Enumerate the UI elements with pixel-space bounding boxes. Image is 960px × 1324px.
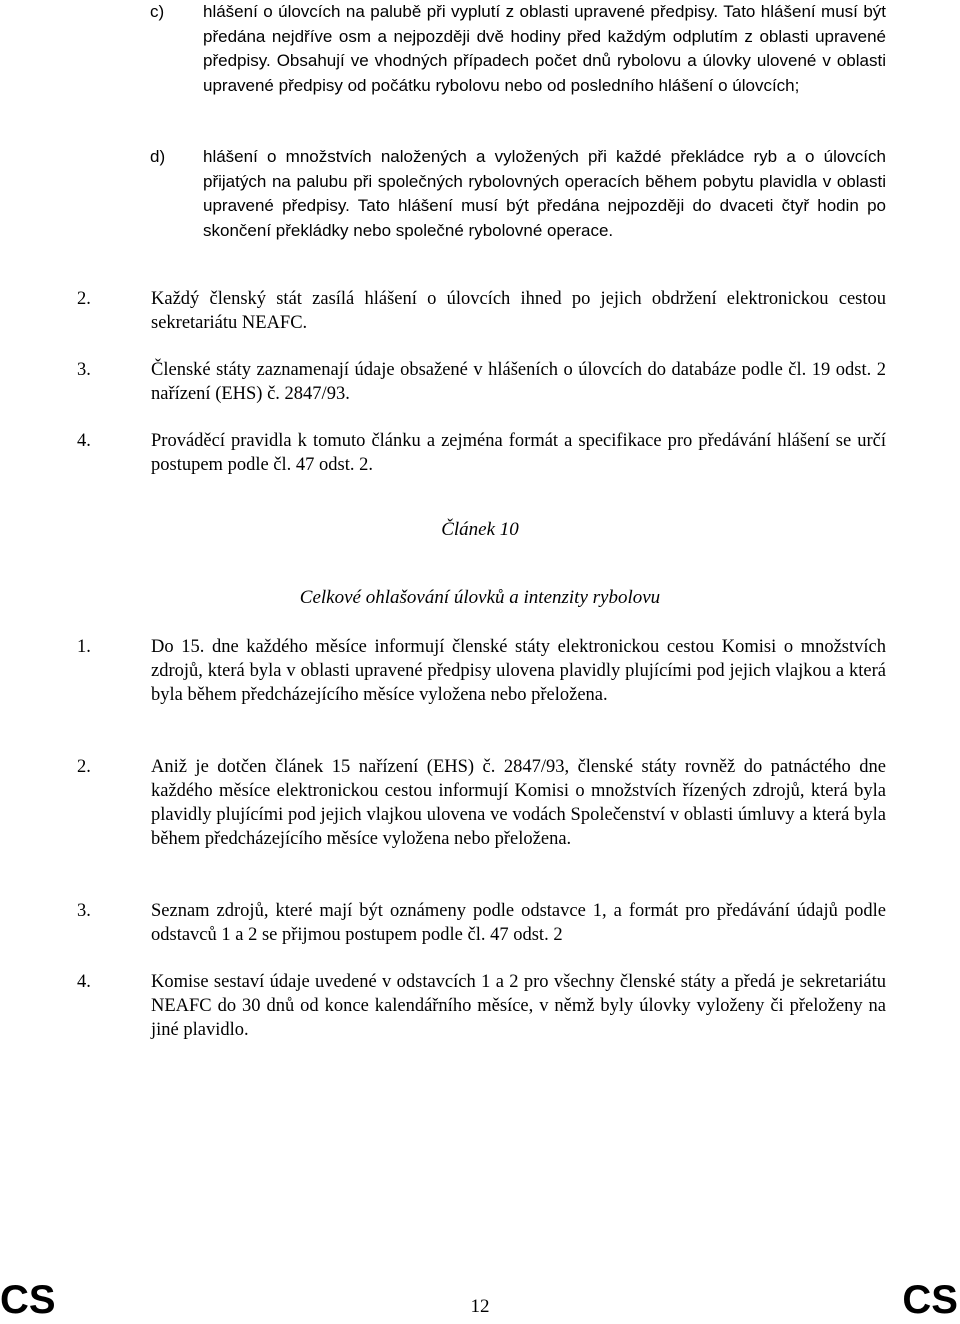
article-para-1-number: 1. bbox=[77, 637, 91, 657]
article-title: Článek 10 bbox=[441, 519, 519, 540]
item-c-text: hlášení o úlovcích na palubě při vyplutí z oblasti upravené předpisy. Tato hlášení musí být předána nejdříve osm a nejpozději dvě hodiny před každým odplutím z oblasti upravené předpisy. Obsahují ve vhodných případech počet dnů rybolovu a úlovky ulovené v oblasti upravené předpisy od počátku rybolovu nebo od posledního hlášení o úlovcích; bbox=[203, 2, 886, 95]
item-d-label: d) bbox=[150, 147, 166, 166]
footer-language-code-left: CS bbox=[0, 1278, 56, 1322]
article-para-4-number: 4. bbox=[77, 972, 91, 992]
article-para-4-text: Komise sestaví údaje uvedené v odstavcích 1 a 2 pro všechny členské státy a předá je sekretariátu NEAFC do 30 dnů od konce kalendářního měsíce, v němž byly úlovky vyloženy či přeloženy na jiné plavidlo. bbox=[151, 972, 886, 1040]
para-4-number: 4. bbox=[77, 431, 91, 451]
para-2-text: Každý členský stát zasílá hlášení o úlovcích ihned po jejich obdržení elektronickou cestou sekretariátu NEAFC. bbox=[151, 289, 886, 333]
para-3-number: 3. bbox=[77, 360, 91, 380]
article-para-2-number: 2. bbox=[77, 757, 91, 777]
para-3-text: Členské státy zaznamenají údaje obsažené v hlášeních o úlovcích do databáze podle čl. 19 odst. 2 nařízení (EHS) č. 2847/93. bbox=[151, 360, 886, 404]
item-d-text: hlášení o množstvích naložených a vyložených při každé překládce ryb a o úlovcích přijatých na palubu při společných rybolovných operacích během pobytu plavidla v oblasti upravené předpisy. Tato hlášení musí být předána nejpozději do dvaceti čtyř hodin po skončení překládky nebo společné rybolovné operace. bbox=[203, 147, 886, 240]
item-c-label: c) bbox=[150, 2, 165, 21]
article-para-3-text: Seznam zdrojů, které mají být oznámeny podle odstavce 1, a formát pro předávání údajů podle odstavců 1 a 2 se přijmou postupem podle čl. 47 odst. 2 bbox=[151, 901, 886, 945]
article-para-1-text: Do 15. dne každého měsíce informují členské státy elektronickou cestou Komisi o množstvích zdrojů, která byla v oblasti upravené předpisy ulovena plavidly plujícími pod jejich vlajkou a která byla během předcházejícího měsíce vyložena nebo přeložena. bbox=[151, 637, 886, 705]
footer-language-code-right: CS bbox=[902, 1278, 958, 1322]
para-4-text: Prováděcí pravidla k tomuto článku a zejména formát a specifikace pro předávání hlášení se určí postupem podle čl. 47 odst. 2. bbox=[151, 431, 886, 475]
page-number: 12 bbox=[470, 1296, 490, 1317]
article-para-2-text: Aniž je dotčen článek 15 nařízení (EHS) č. 2847/93, členské státy rovněž do patnáctého dne každého měsíce elektronickou cestou informují Komisi o množstvích řízených zdrojů, která byla plavidly plujícími pod jejich vlajkou ulovena ve vodách Společenství v oblasti úmluvy a která byla během předcházejícího měsíce vyložena nebo přeložena. bbox=[151, 757, 886, 849]
article-subtitle: Celkové ohlašování úlovků a intenzity rybolovu bbox=[299, 587, 661, 608]
article-para-3-number: 3. bbox=[77, 901, 91, 921]
para-2-number: 2. bbox=[77, 289, 91, 309]
